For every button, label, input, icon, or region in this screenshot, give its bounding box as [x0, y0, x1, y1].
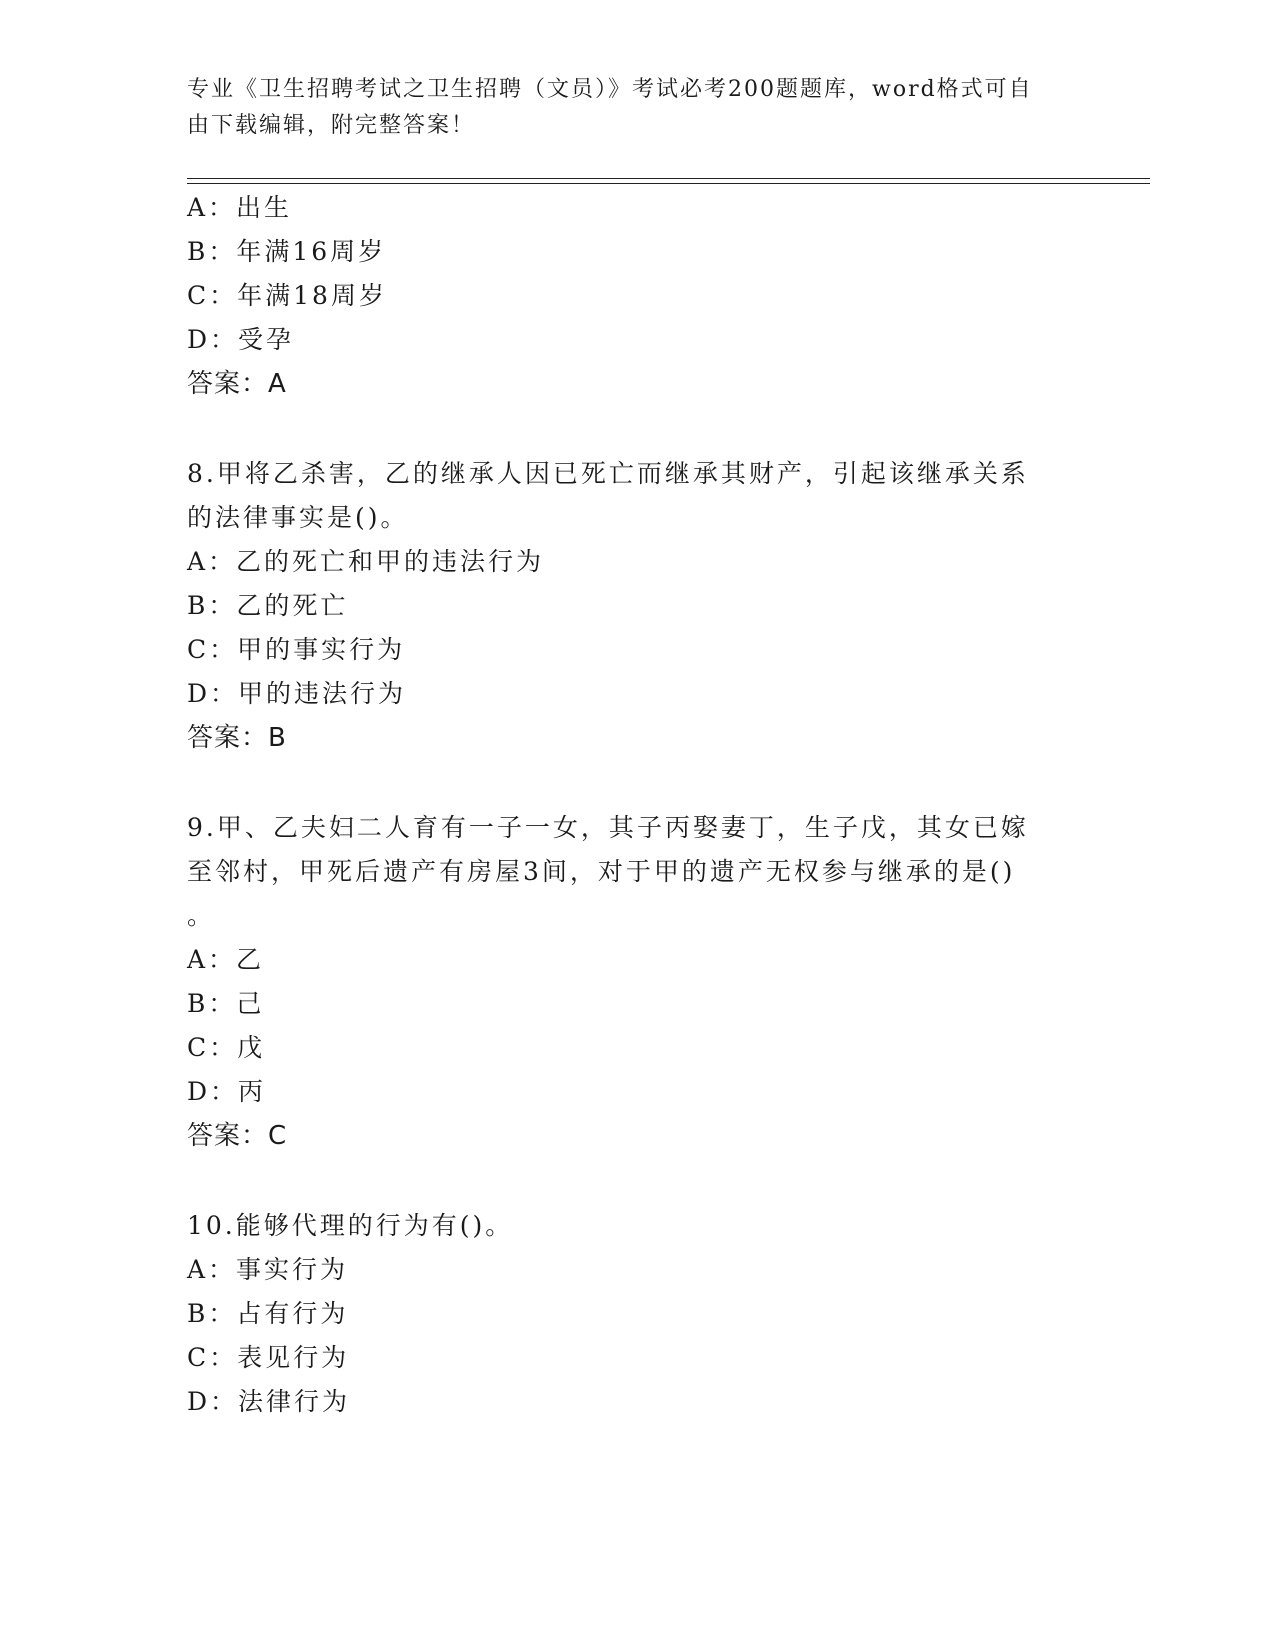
- q9-option-c: C：戊: [187, 1033, 266, 1062]
- q9-option-d: D：丙: [187, 1077, 267, 1106]
- q10-stem-line-1: 10.能够代理的行为有()。: [187, 1211, 514, 1240]
- q7-answer: 答案：A: [187, 369, 287, 399]
- q8-answer: 答案：B: [187, 723, 287, 753]
- document-header: [187, 72, 1067, 144]
- header-divider-bottom: [187, 183, 1150, 184]
- q10-option-b: B：占有行为: [187, 1299, 349, 1328]
- q8-option-d: D：甲的违法行为: [187, 679, 407, 708]
- header-divider-top: [187, 178, 1150, 179]
- q8-option-a: A：乙的死亡和甲的违法行为: [187, 547, 545, 576]
- q7-option-d: D：受孕: [187, 325, 295, 354]
- q10-option-a: A：事实行为: [187, 1255, 349, 1284]
- q7-option-c: C：年满18周岁: [187, 281, 387, 310]
- q9-stem-line-3: 。: [187, 901, 216, 930]
- q8-option-c: C：甲的事实行为: [187, 635, 406, 664]
- q7-option-a: A：出生: [187, 193, 293, 222]
- q9-stem-line-2: 至邻村，甲死后遗产有房屋3间，对于甲的遗产无权参与继承的是(): [187, 857, 1016, 886]
- q10-option-c: C：表见行为: [187, 1343, 350, 1372]
- header-line-2: 由下载编辑，附完整答案！: [187, 113, 476, 138]
- header-line-1: 专业《卫生招聘考试之卫生招聘（文员）》考试必考200题题库，word格式可自: [187, 77, 1033, 102]
- q8-stem-line-2: 的法律事实是()。: [187, 503, 409, 532]
- q10-option-d: D：法律行为: [187, 1387, 351, 1416]
- q9-option-a: A：乙: [187, 945, 265, 974]
- q9-stem-line-1: 9.甲、乙夫妇二人育有一子一女，其子丙娶妻丁，生子戊，其女已嫁: [187, 813, 1029, 842]
- q8-option-b: B：乙的死亡: [187, 591, 349, 620]
- q7-option-b: B：年满16周岁: [187, 237, 387, 266]
- q9-option-b: B：己: [187, 989, 265, 1018]
- q8-stem-line-1: 8.甲将乙杀害，乙的继承人因已死亡而继承其财产，引起该继承关系: [187, 459, 1029, 488]
- q9-answer: 答案：C: [187, 1121, 288, 1151]
